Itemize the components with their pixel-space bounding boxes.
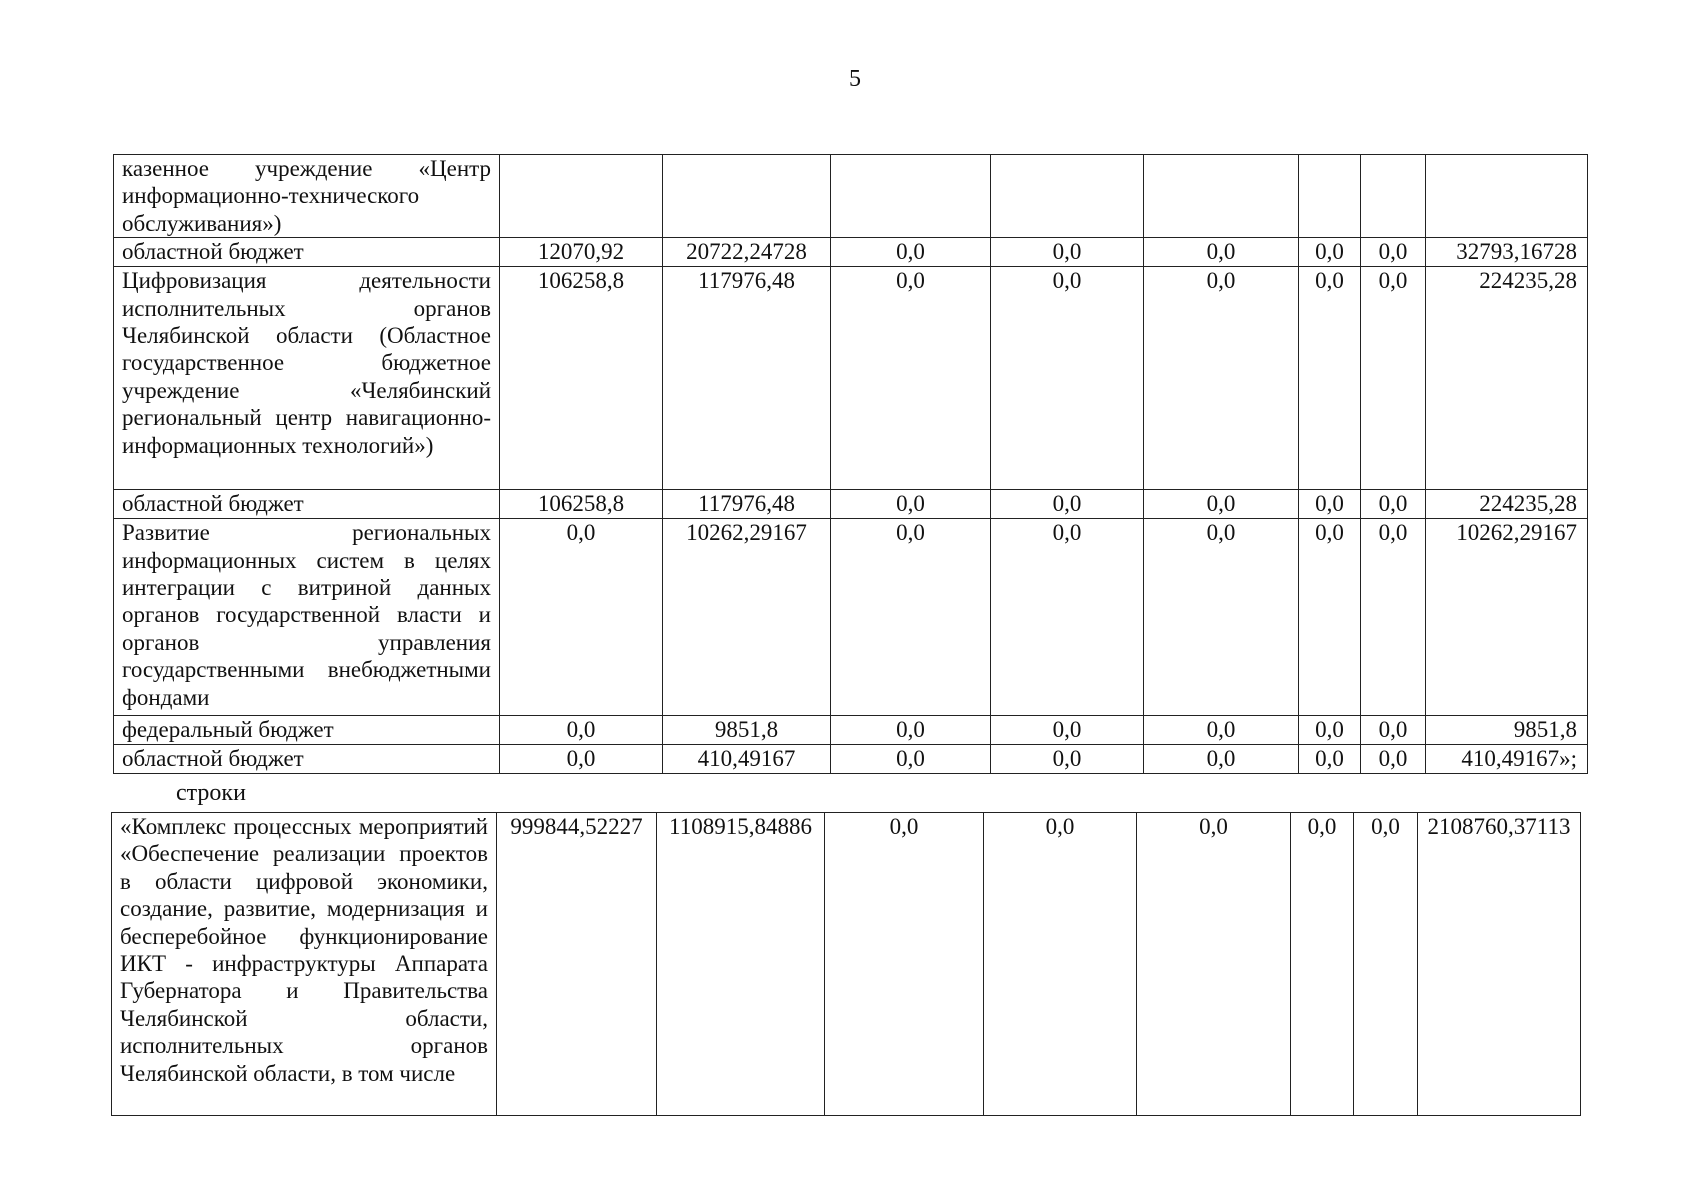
total-cell: 224235,28 <box>1426 267 1588 490</box>
value-cell: 0,0 <box>991 745 1144 774</box>
row-name: федеральный бюджет <box>114 716 500 745</box>
value-cell: 0,0 <box>1144 519 1299 716</box>
value-cell: 12070,92 <box>500 238 663 267</box>
value-cell: 0,0 <box>831 490 991 519</box>
value-cell: 0,0 <box>1299 716 1361 745</box>
value-cell: 0,0 <box>500 716 663 745</box>
table-row <box>114 267 1588 490</box>
value-cell: 0,0 <box>825 813 984 1116</box>
table-row <box>114 238 1588 267</box>
value-cell: 0,0 <box>1144 745 1299 774</box>
row-name: Цифровизация деятельности исполнительных органов Челябинской области (Областное государственное бюджетное учреждение «Челябинский региональный центр навигационно-информационных технологий») <box>114 267 500 490</box>
value-cell: 0,0 <box>1361 745 1426 774</box>
value-cell: 0,0 <box>1299 238 1361 267</box>
section-label: строки <box>176 780 246 806</box>
value-cell: 0,0 <box>991 519 1144 716</box>
value-cell: 0,0 <box>831 745 991 774</box>
table-row <box>112 813 1581 1116</box>
value-cell: 0,0 <box>831 267 991 490</box>
value-cell: 0,0 <box>1299 267 1361 490</box>
value-cell: 0,0 <box>1361 267 1426 490</box>
budget-table-bottom <box>111 812 1581 1116</box>
row-name: Развитие региональных информационных систем в целях интеграции с витриной данных органов государственной власти и органов управления государственными внебюджетными фондами <box>114 519 500 716</box>
total-cell: 32793,16728 <box>1426 238 1588 267</box>
value-cell: 0,0 <box>991 716 1144 745</box>
row-name: казенное учреждение «Центр информационно-технического обслуживания») <box>114 155 500 238</box>
value-cell: 0,0 <box>1299 519 1361 716</box>
value-cell: 20722,24728 <box>663 238 831 267</box>
page-number: 5 <box>849 66 861 92</box>
total-cell: 10262,29167 <box>1426 519 1588 716</box>
value-cell <box>991 155 1144 238</box>
value-cell: 1108915,84886 <box>657 813 825 1116</box>
value-cell: 0,0 <box>1291 813 1354 1116</box>
value-cell: 0,0 <box>1361 716 1426 745</box>
table-row <box>114 490 1588 519</box>
value-cell: 0,0 <box>1144 490 1299 519</box>
value-cell: 0,0 <box>1361 519 1426 716</box>
value-cell: 0,0 <box>1299 745 1361 774</box>
budget-table-top <box>113 154 1588 774</box>
value-cell: 0,0 <box>1361 238 1426 267</box>
table-row <box>114 745 1588 774</box>
table-row <box>114 519 1588 716</box>
table-row <box>114 155 1588 238</box>
value-cell <box>1144 155 1299 238</box>
value-cell: 0,0 <box>1299 490 1361 519</box>
value-cell: 0,0 <box>831 716 991 745</box>
value-cell: 0,0 <box>1361 490 1426 519</box>
value-cell: 0,0 <box>984 813 1137 1116</box>
total-cell: 410,49167»; <box>1426 745 1588 774</box>
value-cell: 9851,8 <box>663 716 831 745</box>
value-cell: 117976,48 <box>663 267 831 490</box>
value-cell: 0,0 <box>1144 238 1299 267</box>
row-name: областной бюджет <box>114 745 500 774</box>
value-cell: 106258,8 <box>500 490 663 519</box>
value-cell: 0,0 <box>1137 813 1291 1116</box>
total-cell <box>1426 155 1588 238</box>
value-cell <box>1361 155 1426 238</box>
value-cell: 0,0 <box>831 238 991 267</box>
value-cell: 0,0 <box>991 238 1144 267</box>
value-cell: 0,0 <box>500 745 663 774</box>
value-cell: 0,0 <box>991 490 1144 519</box>
value-cell: 999844,52227 <box>497 813 657 1116</box>
value-cell: 0,0 <box>1144 267 1299 490</box>
value-cell <box>1299 155 1361 238</box>
total-cell: 2108760,37113 <box>1418 813 1581 1116</box>
value-cell: 10262,29167 <box>663 519 831 716</box>
value-cell: 0,0 <box>1144 716 1299 745</box>
total-cell: 224235,28 <box>1426 490 1588 519</box>
value-cell: 0,0 <box>831 519 991 716</box>
value-cell <box>663 155 831 238</box>
value-cell: 106258,8 <box>500 267 663 490</box>
value-cell: 117976,48 <box>663 490 831 519</box>
value-cell: 0,0 <box>991 267 1144 490</box>
value-cell: 410,49167 <box>663 745 831 774</box>
row-name: областной бюджет <box>114 238 500 267</box>
table-row <box>114 716 1588 745</box>
row-name: областной бюджет <box>114 490 500 519</box>
value-cell: 0,0 <box>500 519 663 716</box>
value-cell <box>500 155 663 238</box>
value-cell: 0,0 <box>1354 813 1418 1116</box>
total-cell: 9851,8 <box>1426 716 1588 745</box>
row-name: «Комплекс процессных мероприятий «Обеспечение реализации проектов в области цифровой экономики, создание, развитие, модернизация и бесперебойное функционирование ИКТ - инфраструктуры Аппарата Губернатора и Правительства Челябинской области, исполнительных органов Челябинской области, в том числе <box>112 813 497 1116</box>
value-cell <box>831 155 991 238</box>
